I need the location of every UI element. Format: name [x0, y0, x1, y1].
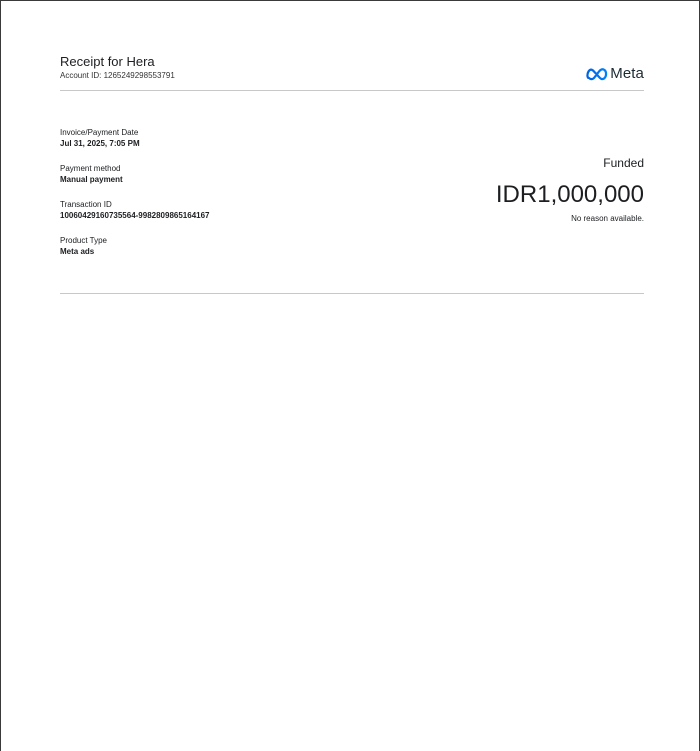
detail-product-type — [60, 235, 360, 271]
header-divider — [60, 90, 644, 91]
detail-value: Manual payment — [60, 175, 123, 184]
detail-label: Product Type — [60, 236, 107, 245]
reason-text: No reason available. — [571, 214, 644, 223]
meta-logo — [586, 66, 644, 82]
detail-payment-method — [60, 163, 360, 199]
footer-divider — [60, 293, 644, 294]
detail-transaction-id — [60, 199, 360, 235]
detail-value: Jul 31, 2025, 7:05 PM — [60, 139, 140, 148]
status-text: Funded — [603, 156, 644, 170]
receipt-details — [60, 127, 360, 271]
receipt-title: Receipt for Hera — [60, 54, 155, 69]
detail-payment-date — [60, 127, 360, 163]
detail-value: 10060429160735564-9982809865164167 — [60, 211, 210, 220]
meta-infinity-icon — [586, 67, 608, 81]
detail-value: Meta ads — [60, 247, 95, 256]
account-id: Account ID: 1265249298553791 — [60, 71, 175, 80]
detail-label: Payment method — [60, 164, 121, 173]
detail-label: Transaction ID — [60, 200, 112, 209]
payment-summary — [384, 155, 644, 224]
receipt-header — [60, 54, 644, 90]
detail-label: Invoice/Payment Date — [60, 128, 139, 137]
amount-total: IDR1,000,000 — [495, 181, 644, 208]
meta-wordmark: Meta — [610, 65, 644, 82]
